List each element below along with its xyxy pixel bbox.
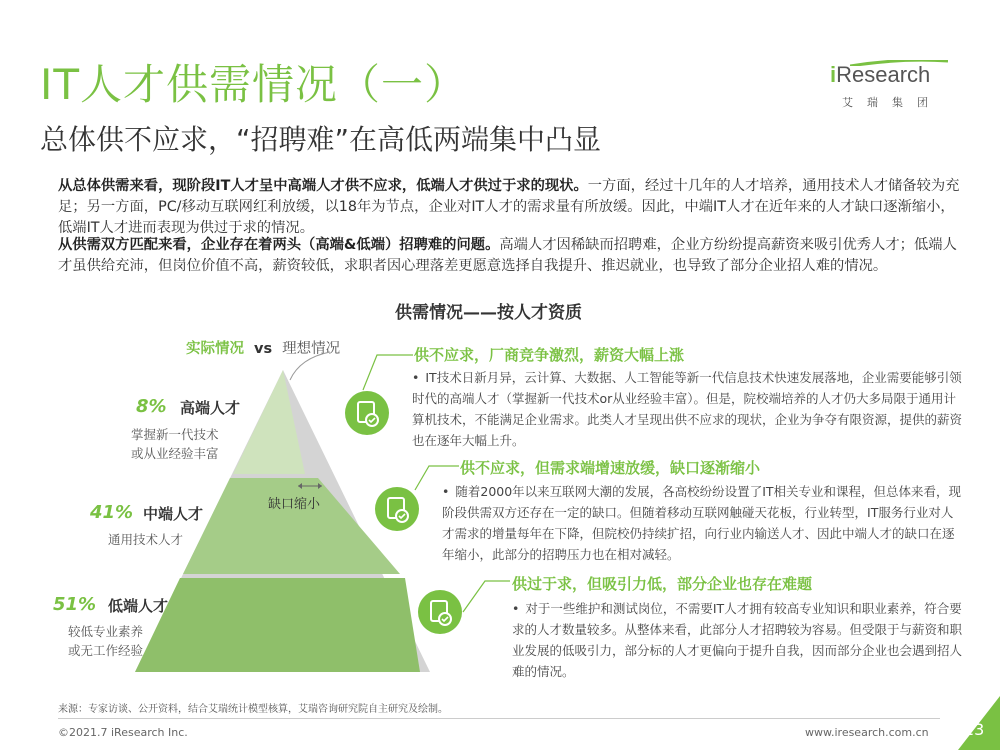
legend-callout-line: [290, 352, 330, 380]
page-subtitle: 总体供不应求，“招聘难”在高低两端集中凸显: [40, 123, 602, 156]
intro-2-text: 高端人才因稀缺而招聘难，企业方纷纷提高薪资来吸引优秀人才；低端人才虽供给充沛，但岗位价值不高，薪资较低，求职者因心理落差更愿意选择自我提升、推迟就业，也导致了部分企业招人难的情况。: [58, 237, 957, 274]
tier-high-desc-1: 掌握新一代技术: [131, 427, 219, 442]
tier-low-pct: 51%: [53, 594, 97, 615]
tier-mid-name: 中端人才: [143, 505, 204, 523]
section-2-check-icon: [375, 487, 419, 531]
tier-low-desc-1: 较低专业素养: [68, 624, 144, 639]
legend-vs: vs: [254, 341, 273, 357]
section-2-title: 供不应求，但需求端增速放缓，缺口逐渐缩小: [460, 459, 761, 477]
page-title: IT人才供需情况（一）: [40, 60, 468, 109]
section-2-body: • 随着2000年以来互联网大潮的发展，各高校纷纷设置了IT相关专业和课程，但总体来看，现阶段供需双方还存在一定的缺口。但随着移动互联网触碰天花板，行业转型，IT服务行业对人才需求的增量每年在下降，但院校仍持续扩招，向行业内输送人才、因此中端人才的缺口在逐年缩小，此部分的招聘压力也在相对减轻。: [442, 484, 962, 562]
gap-label: 缺口缩小: [268, 497, 321, 512]
legend-actual: 实际情况: [186, 341, 244, 357]
section-3-check-icon: [418, 590, 462, 634]
legend-ideal: 理想情况: [282, 341, 341, 357]
copyright: ©2021.7 iResearch Inc.: [58, 726, 188, 739]
logo-wordmark: iResearch: [830, 62, 931, 87]
section-3-title: 供过于求，但吸引力低，部分企业也存在难题: [512, 575, 813, 593]
intro-paragraph-1: [58, 176, 963, 239]
intro-paragraph-2: [58, 235, 963, 277]
section-1-title: 供不应求，厂商竞争激烈，薪资大幅上涨: [414, 346, 685, 364]
tier-high-desc-2: 或从业经验丰富: [131, 446, 219, 461]
website-link[interactable]: www.iresearch.com.cn: [805, 726, 929, 739]
tier-mid-pct: 41%: [90, 502, 134, 523]
tier-high-name: 高端人才: [180, 399, 241, 417]
iresearch-logo: [830, 60, 948, 112]
logo-cn: 艾瑞集团: [842, 96, 942, 109]
section-1-check-icon: [345, 391, 389, 435]
tier-low-name: 低端人才: [108, 597, 169, 615]
source-note: 来源：专家访谈、公开资料，结合艾瑞统计模型核算，艾瑞咨询研究院自主研究及绘制。: [58, 704, 448, 715]
intro-1-text: 一方面，经过十几年的人才培养，通用技术人才储备较为充足；另一方面，PC/移动互联网红利放缓，以18年为节点，企业对IT人才的需求量有所放缓。因此，中端IT人才在近年来的人才缺口逐渐缩小，低端IT人才进而表现为供过于求的情况。: [58, 178, 960, 236]
tier-low-desc-2: 或无工作经验: [68, 643, 144, 658]
intro-1-bold: 从总体供需来看，现阶段IT人才呈中高端人才供不应求，低端人才供过于求的现状。: [58, 178, 588, 194]
page-number: 23: [964, 720, 985, 739]
tier-high-pct: 8%: [136, 396, 167, 417]
tier-mid-desc-1: 通用技术人才: [108, 532, 184, 547]
chart-title: 供需情况——按人才资质: [395, 303, 582, 323]
section-1-body: • IT技术日新月异，云计算、大数据、人工智能等新一代信息技术快速发展落地，企业需要能够引领时代的高端人才（掌握新一代技术or从业经验丰富）。但是，院校端培养的人才仍大多局限于通用计算机技术，不能满足企业需求。此类人才呈现出供不应求的现状，企业为争夺有限资源，提供的薪资也在逐年大幅上升。: [412, 370, 963, 448]
section-3-body: • 对于一些维护和测试岗位，不需要IT人才拥有较高专业知识和职业素养，符合要求的人才数量较多。从整体来看，此部分人才招聘较为容易。但受限于与薪资和职业发展的低吸引力，部分标的人才更偏向于提升自我，因而部分企业也会遇到招人难的情况。: [512, 601, 963, 679]
intro-2-bold: 从供需双方匹配来看，企业存在着两头（高端&低端）招聘难的问题。: [58, 237, 500, 253]
footer-divider: [58, 718, 940, 719]
